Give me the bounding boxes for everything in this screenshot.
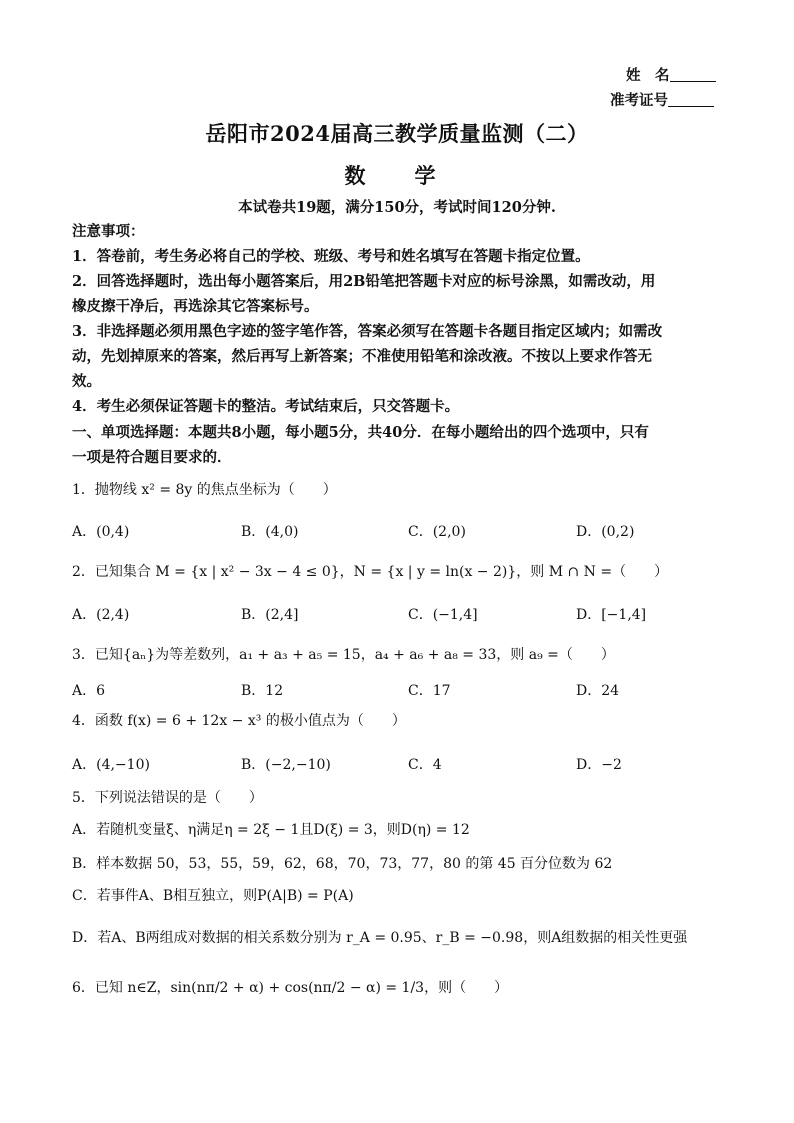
option-d[interactable]: D．24 xyxy=(576,683,620,699)
option-c[interactable]: C．17 xyxy=(408,683,451,699)
option-d[interactable]: D．(0,2) xyxy=(576,524,635,540)
option-c[interactable]: C．4 xyxy=(408,757,442,773)
option-c[interactable]: C．(−1,4] xyxy=(408,607,478,623)
name-field[interactable] xyxy=(626,64,716,85)
option-c[interactable]: C．若事件A、B相互独立，则P(A|B) = P(A) xyxy=(72,888,354,904)
option-c[interactable]: C．(2,0) xyxy=(408,524,466,540)
option-a[interactable]: A．(2,4) xyxy=(72,607,130,623)
question-stem: 1．抛物线 x² = 8y 的焦点坐标为（ ） xyxy=(72,482,337,498)
ticket-blank[interactable] xyxy=(668,93,714,107)
name-blank[interactable] xyxy=(670,68,716,82)
option-b[interactable]: B．样本数据 50，53，55，59，62，68，70，73，77，80 的第 45 百分位数为 62 xyxy=(72,856,613,872)
subject-title: 数 学 xyxy=(344,163,450,188)
exam-meta: 本试卷共19题，满分150分，考试时间120分钟. xyxy=(238,199,556,216)
option-d[interactable]: D．若A、B两组成对数据的相关系数分别为 r_A = 0.95、r_B = −0.98，则A组数据的相关性更强 xyxy=(72,930,688,946)
name-label: 姓 名 xyxy=(626,67,670,84)
notice-line: 2．回答选择题时，选出每小题答案后，用2B铅笔把答题卡对应的标号涂黑，如需改动，用 xyxy=(72,273,656,290)
option-a[interactable]: A．若随机变量ξ、η满足η = 2ξ − 1且D(ξ) = 3，则D(η) = 12 xyxy=(72,822,470,838)
notice-line: 1．答卷前，考生务必将自己的学校、班级、考号和姓名填写在答题卡指定位置。 xyxy=(72,248,590,265)
option-b[interactable]: B．(2,4] xyxy=(241,607,299,623)
notice-line: 橡皮擦干净后，再选涂其它答案标号。 xyxy=(72,298,319,315)
notice-line: 4．考生必须保证答题卡的整洁。考试结束后，只交答题卡。 xyxy=(72,398,460,415)
question-stem: 2．已知集合 M = {x | x² − 3x − 4 ≤ 0}，N = {x | y = ln(x − 2)}，则 M ∩ N =（ ） xyxy=(72,564,669,580)
option-a[interactable]: A．(0,4) xyxy=(72,524,130,540)
option-b[interactable]: B．(4,0) xyxy=(241,524,299,540)
exam-title: 岳阳市2024届高三教学质量监测（二） xyxy=(205,121,589,146)
section-heading-cont: 一项是符合题目要求的． xyxy=(72,449,232,466)
option-d[interactable]: D．[−1,4] xyxy=(576,607,647,623)
ticket-label: 准考证号 xyxy=(610,92,668,109)
notice-line: 3．非选择题必须用黑色字迹的签字笔作答，答案必须写在答题卡各题目指定区域内；如需改 xyxy=(72,323,663,340)
notice-line: 动，先划掉原来的答案，然后再写上新答案；不准使用铅笔和涂改液。不按以上要求作答无 xyxy=(72,348,652,365)
option-b[interactable]: B．12 xyxy=(241,683,284,699)
option-a[interactable]: A．6 xyxy=(72,683,106,699)
option-b[interactable]: B．(−2,−10) xyxy=(241,757,331,773)
notice-heading: 注意事项： xyxy=(72,223,145,240)
notice-line: 效。 xyxy=(72,373,101,390)
question-stem: 3．已知{aₙ}为等差数列，a₁ + a₃ + a₅ = 15，a₄ + a₆ + a₈ = 33，则 a₉ =（ ） xyxy=(72,647,615,663)
question-stem: 6．已知 n∈Z，sin(nπ/2 + α) + cos(nπ/2 − α) = 1/3，则（ ） xyxy=(72,980,509,996)
question-stem: 4．函数 f(x) = 6 + 12x − x³ 的极小值点为（ ） xyxy=(72,713,406,729)
option-a[interactable]: A．(4,−10) xyxy=(72,757,150,773)
section-heading: 一、单项选择题：本题共8小题，每小题5分，共40分．在每小题给出的四个选项中，只有 xyxy=(72,424,649,441)
question-stem: 5．下列说法错误的是（ ） xyxy=(72,790,263,806)
option-d[interactable]: D．−2 xyxy=(576,757,622,773)
ticket-field[interactable] xyxy=(610,89,714,110)
